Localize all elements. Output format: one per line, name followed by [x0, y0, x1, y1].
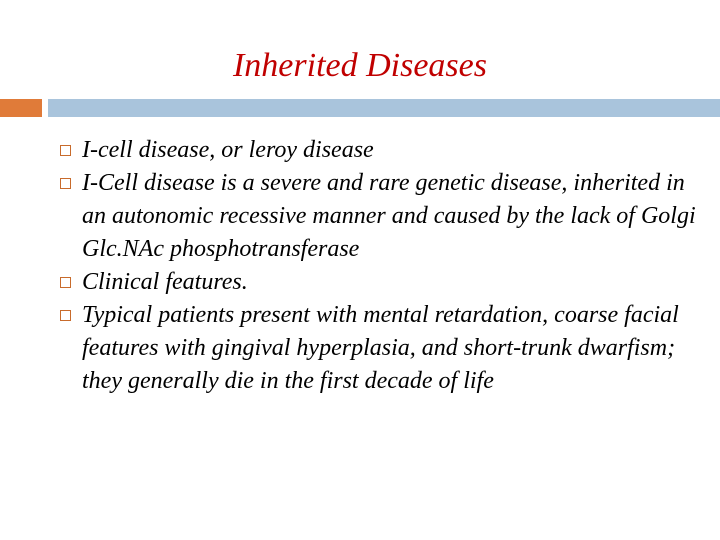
bullet-text: Clinical features. [82, 269, 248, 295]
bullet-item [60, 266, 700, 299]
bullet-item [60, 134, 700, 167]
bullet-text: I-Cell disease is a severe and rare genetic disease, inherited in an autonomic recessive manner and caused by the lack of Golgi Glc.NAc phosphotransferase [82, 170, 696, 262]
bullet-item [60, 167, 700, 266]
square-bullet-icon [60, 277, 71, 288]
bullet-text: Typical patients present with mental retardation, coarse facial features with gingival hyperplasia, and short-trunk dwarfism; they generally die in the first decade of life [82, 302, 679, 394]
square-bullet-icon [60, 178, 71, 189]
bullet-item [60, 299, 700, 398]
square-bullet-icon [60, 145, 71, 156]
bullet-list [60, 134, 700, 398]
accent-bar-blue [48, 99, 720, 117]
accent-bar-orange [0, 99, 42, 117]
slide-title: Inherited Diseases [232, 47, 487, 84]
bullet-text: I-cell disease, or leroy disease [82, 137, 374, 163]
square-bullet-icon [60, 310, 71, 321]
